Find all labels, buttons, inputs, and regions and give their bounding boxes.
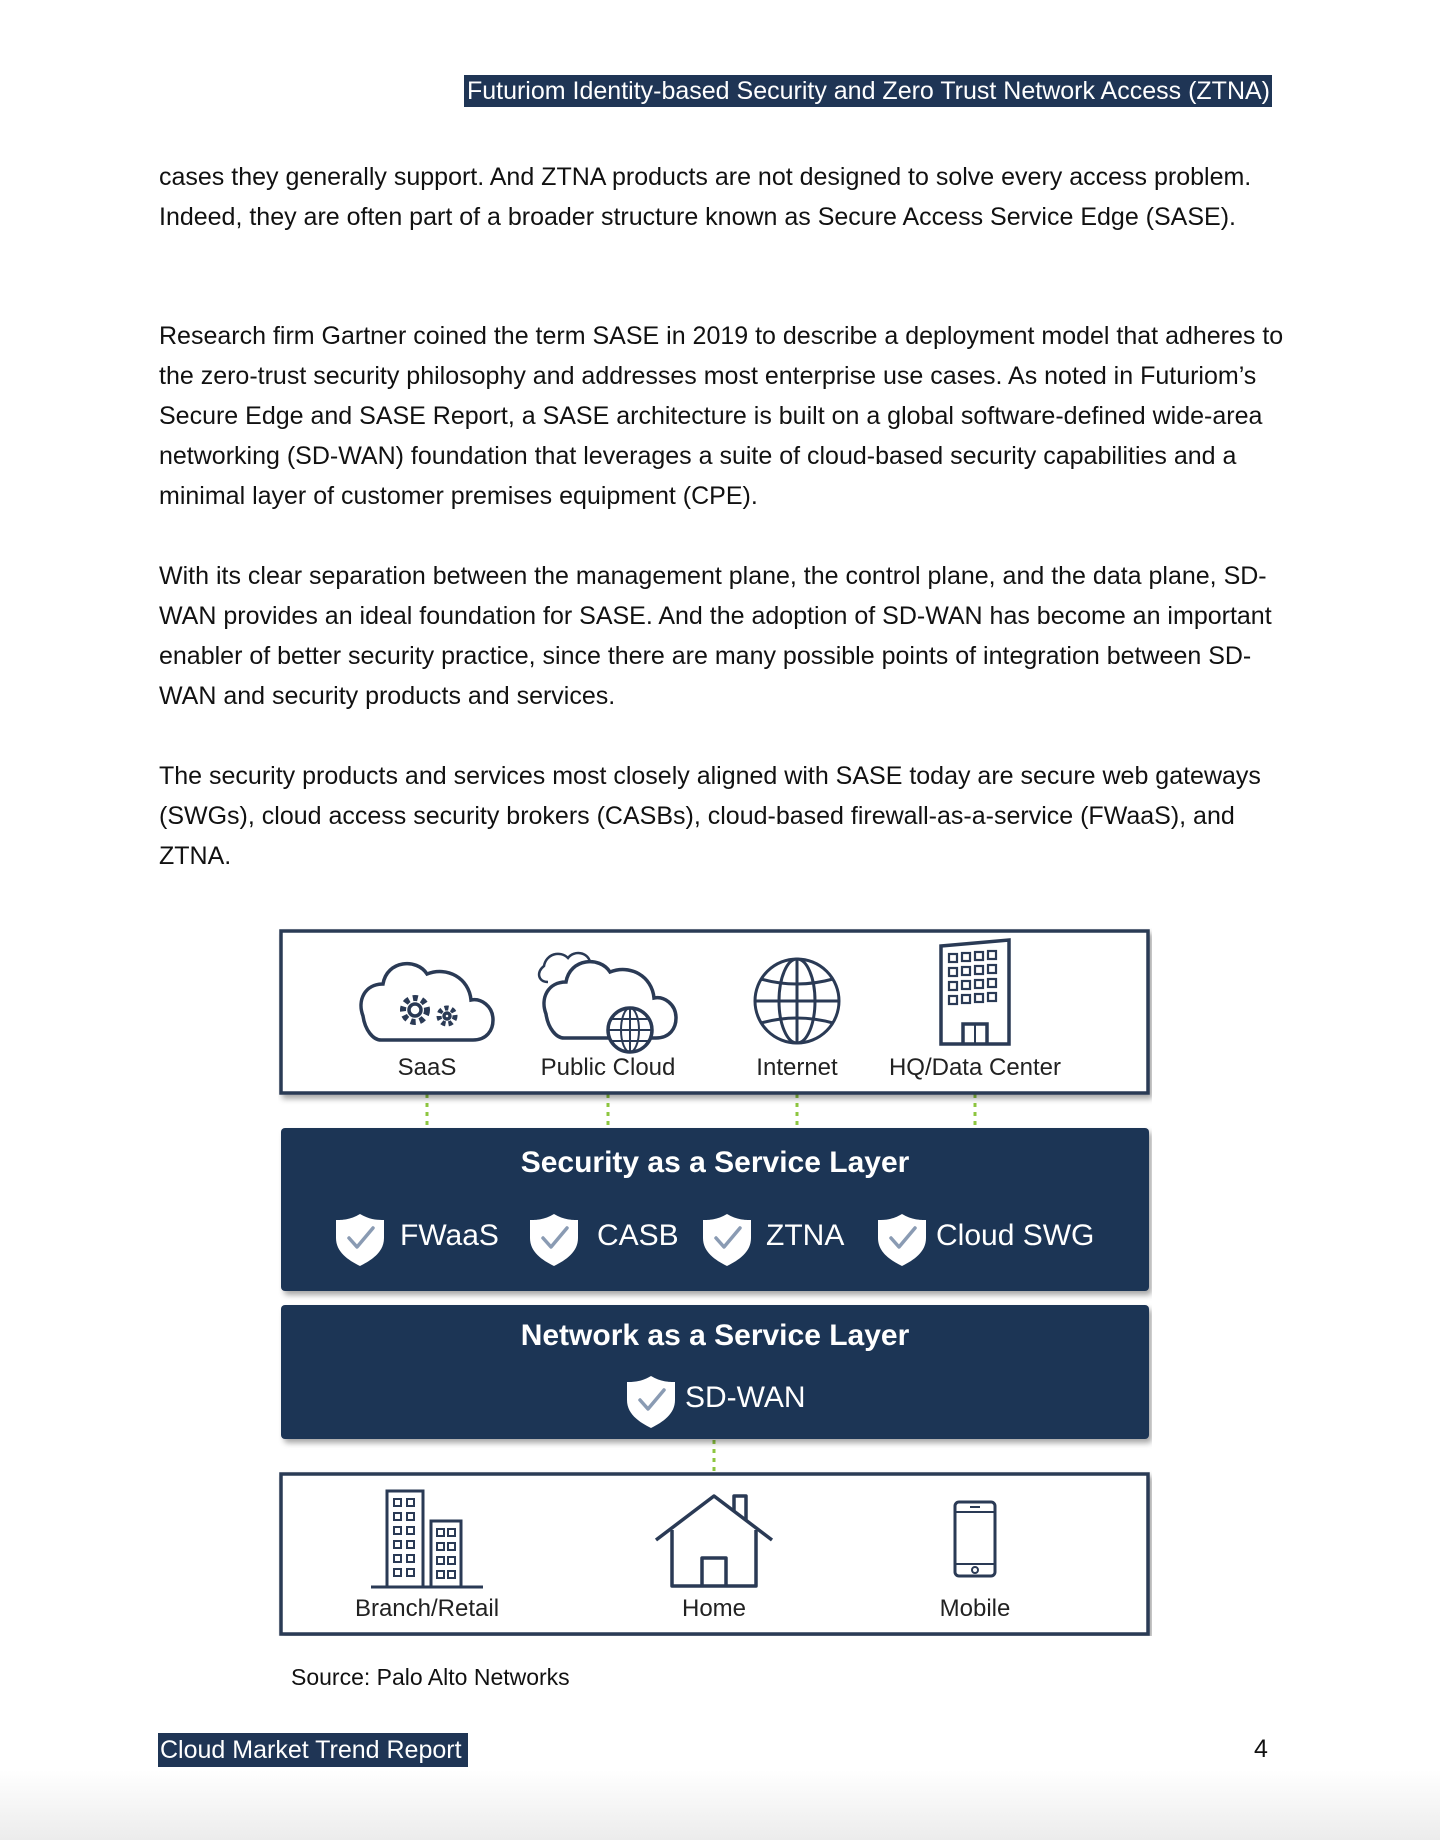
running-footer: Cloud Market Trend Report (158, 1733, 468, 1767)
network-layer-title: Network as a Service Layer (520, 1319, 910, 1352)
sase-architecture-diagram (278, 928, 1152, 1636)
mobile-label: Mobile (939, 1595, 1011, 1622)
running-header: Futuriom Identity-based Security and Zero Trust Network Access (ZTNA) (464, 75, 1272, 107)
casb-label: CASB (597, 1219, 679, 1252)
hq-data-center-label: HQ/Data Center (888, 1054, 1062, 1081)
home-label: Home (681, 1595, 747, 1622)
paragraph-1: cases they generally support. And ZTNA products are not designed to solve every access problem. Indeed, they are often part of a broader structure known as Secure Access Service Edge (SASE). (159, 163, 1252, 231)
fwaas-label: FWaaS (400, 1219, 499, 1252)
internet-label: Internet (756, 1054, 838, 1081)
branch-retail-label: Branch/Retail (354, 1595, 500, 1622)
connector-lines-top (427, 1094, 975, 1128)
paragraph-4: The security products and services most closely aligned with SASE today are secure web gateways (SWGs), cloud access security brokers (CASBs), cloud-based firewall-as-a-service (FWaaS), and ZTNA. (159, 762, 1261, 870)
cloud-swg-label: Cloud SWG (936, 1219, 1095, 1252)
page-number: 4 (1254, 1735, 1268, 1763)
sd-wan-label: SD-WAN (685, 1381, 806, 1414)
page-bottom-shadow (0, 1770, 1440, 1840)
ztna-label: ZTNA (766, 1219, 845, 1252)
public-cloud-label: Public Cloud (540, 1054, 676, 1081)
paragraph-3: With its clear separation between the management plane, the control plane, and the data plane, SD-WAN provides an ideal foundation for SASE. And the adoption of SD-WAN has become an important enabler of better security practice, since there are many possible points of integration between SD-WAN and security products and services. (159, 562, 1272, 710)
figure-source-caption: Source: Palo Alto Networks (291, 1664, 570, 1690)
security-layer-title: Security as a Service Layer (520, 1146, 910, 1179)
globe-icon (755, 959, 839, 1043)
paragraph-2: Research firm Gartner coined the term SASE in 2019 to describe a deployment model that adheres to the zero-trust security philosophy and addresses most enterprise use cases. As noted in Futuriom’s Secure Edge and SASE Report, a SASE architecture is built on a global software-defined wide-area networking (SD-WAN) foundation that leverages a suite of cloud-based security capabilities and a minimal layer of customer premises equipment (CPE). (159, 322, 1284, 510)
saas-label: SaaS (397, 1054, 457, 1081)
